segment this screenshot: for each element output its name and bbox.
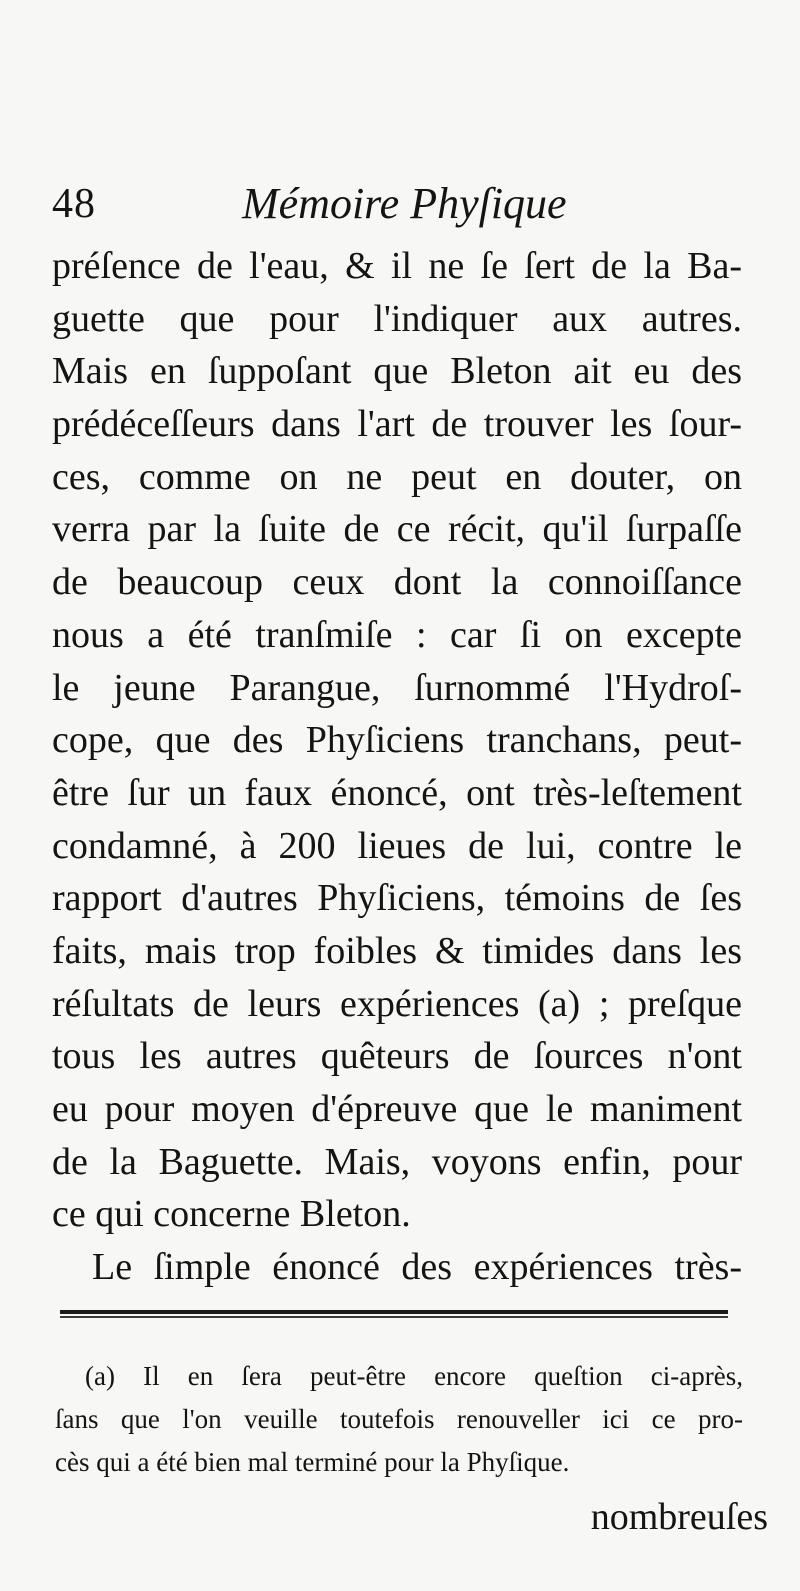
text-line: être ſur un faux énoncé, ont très-leſtement (52, 771, 742, 814)
footnote-line: cès qui a été bien mal terminé pour la Phyſique. (55, 1447, 570, 1477)
footnote (55, 1355, 743, 1484)
footnote-rule-thin (60, 1316, 728, 1318)
page-number: 48 (52, 181, 96, 227)
text-line: tous les autres quêteurs de ſources n'ont (52, 1035, 742, 1078)
footnote-line: ſans que l'on veuille toutefois renouveller ici ce pro- (55, 1404, 743, 1434)
text-line: faits, mais trop foibles & timides dans les (52, 929, 742, 972)
footnote-line: (a) Il en ſera peut-être encore queſtion ci-après, (85, 1361, 743, 1391)
text-line: le jeune Parangue, ſurnommé l'Hydroſ- (52, 666, 742, 709)
text-line: de la Baguette. Mais, voyons enfin, pour (52, 1140, 742, 1183)
text-line: cope, que des Phyſiciens tranchans, peut- (52, 719, 742, 762)
main-text (52, 240, 742, 1294)
page-header (52, 178, 742, 238)
text-line: eu pour moyen d'épreuve que le maniment (52, 1088, 742, 1130)
text-line: Le ſimple énoncé des expériences très- (92, 1246, 742, 1289)
text-line: rapport d'autres Phyſiciens, témoins de ſes (52, 877, 742, 920)
catchword: nombreuſes (590, 1496, 768, 1538)
text-line: ce qui concerne Bleton. (52, 1193, 411, 1236)
running-title: Mémoire Phyſique (242, 179, 567, 228)
text-line: guette que pour l'indiquer aux autres. (52, 297, 742, 340)
text-line: Mais en ſuppoſant que Bleton ait eu des (52, 350, 742, 393)
text-line: condamné, à 200 lieues de lui, contre le (52, 824, 742, 867)
text-line: réſultats de leurs expériences (a) ; preſque (52, 982, 742, 1025)
footnote-rule (60, 1310, 728, 1314)
text-line: de beaucoup ceux dont la connoiſſance (52, 561, 742, 604)
text-line: verra par la ſuite de ce récit, qu'il ſurpaſſe (52, 508, 742, 551)
text-line: préſence de l'eau, & il ne ſe ſert de la Ba- (52, 245, 742, 287)
text-line: prédéceſſeurs dans l'art de trouver les ſour- (52, 403, 742, 446)
text-line: ces, comme on ne peut en douter, on (52, 455, 742, 498)
text-line: nous a été tranſmiſe : car ſi on excepte (52, 613, 742, 656)
